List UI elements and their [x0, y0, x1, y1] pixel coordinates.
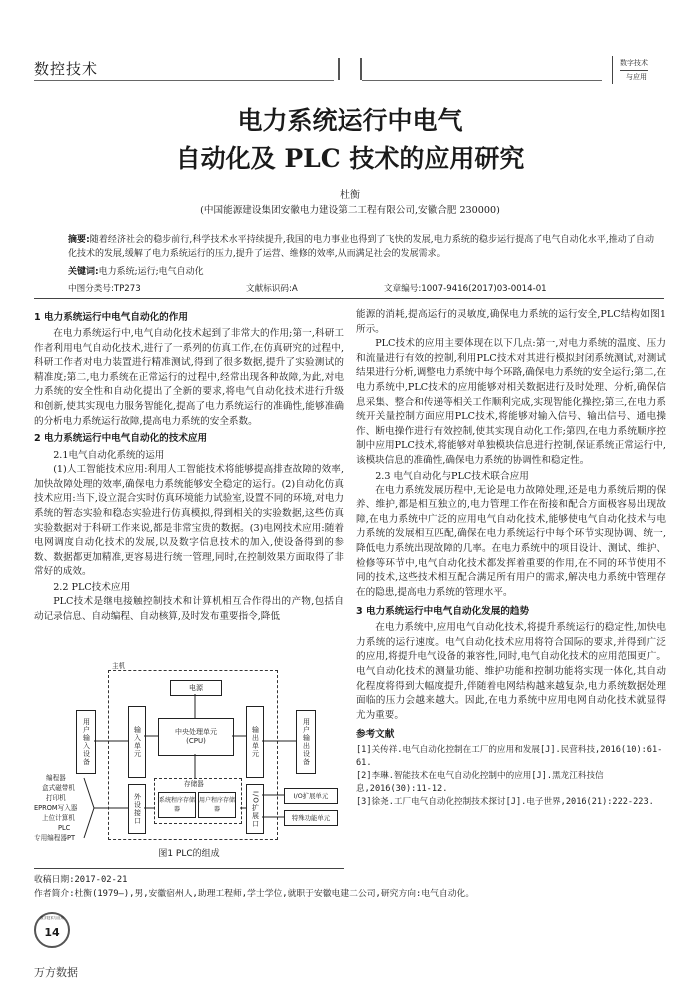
right-column [356, 308, 666, 809]
seal-text: 数字技术与应用 [40, 916, 64, 920]
keywords-text: 电力系统;运行;电气自动化 [98, 267, 204, 277]
periph-2: 打印机 [46, 794, 66, 802]
io-ext-box: I/O扩展口 [246, 784, 264, 834]
ext-interface-box: 外设接口 [128, 784, 146, 834]
periph-6: 专用编程器PT [34, 834, 75, 842]
plc-application-para: PLC技术的应用主要体现在以下几点:第一,对电力系统的温度、压力和流量进行有效的控制,利用PLC技术对其进行模拟封闭系统测试,对测试结果进行分析,调整电力系统中每个环路,确保电力系统的安全运行;第二,在电力系统中,PLC技术的应用能够对相关数据进行及时处理、分析,确保信息采集、整合和传递等相关工作顺利完成,实现智能化操控;第三,在电力系统开关量控制方面应用PLC技术,将能够对输入信号、输出信号、通电操作、断电操作进行有效控制,使其实现自动化工作;第四,在电力系统顺序控制中应用PLC技术,将能够对单独模块信息进行控制,保证系统正常运行中,该模块信息的准确性,确保电力系统的协调性和稳定性。 [356, 338, 666, 466]
section-2-title: 2 电力系统运行中电气自动化的技术应用 [34, 433, 208, 445]
title-line-2: 自动化及 PLC 技术的应用研究 [175, 144, 525, 173]
page-number: 14 [44, 926, 60, 939]
left-column [34, 308, 344, 624]
io-ext-module-box: I/O扩展单元 [284, 788, 338, 804]
meta-rule [34, 298, 664, 299]
badge-corner [612, 56, 617, 84]
special-module-box: 特殊功能单元 [284, 810, 338, 826]
right-continuation-para: 能源的消耗,提高运行的灵敏度,确保电力系统的运行安全,PLC结构如图1所示。 [356, 309, 666, 335]
periph-5: PLC [58, 824, 71, 832]
sys-program-box: 系统程序存储器 [158, 792, 196, 818]
section-2-1-title: 2.1电气自动化系统的运用 [53, 450, 165, 462]
figure-connectors [34, 660, 344, 860]
doc-code: 文献标识码:A [246, 284, 298, 294]
section-2-1-para: (1)人工智能技术应用:利用人工智能技术将能够提高排查故障的效率,加快故障处理的效率,确保电力系统能够安全稳定的运行。(2)自动化仿真技术应用:当下,设立混合实时仿真环境能力试验室,设置不同的环境,对电力系统的暂态实验和稳态实验进行仿真模拟,得到相关的实验数据,这些仿真实验数据对于科研工作来说,都是非常宝贵的数据。(3)电网技术应用:随着电网调度自动化技术的发展,以及数字信息技术的加入,使设备得到的参数、数据都更加精准,更容易进行统一管理,同时,在控制效果方面取得了非常好的成效。 [34, 464, 344, 578]
user-input-box: 用户输入设备 [76, 710, 96, 774]
received-date: 收稿日期:2017-02-21 [34, 875, 128, 885]
article-title [0, 102, 700, 178]
header-badge [612, 56, 664, 84]
badge-line2: 与应用 [626, 73, 647, 81]
badge-line1: 数字技术 [620, 58, 648, 71]
mainframe-label: 主机 [112, 662, 126, 670]
title-line-1: 电力系统运行中电气 [237, 106, 463, 135]
header-section: 数控技术 [34, 60, 99, 78]
periph-4: 上位计算机 [42, 814, 75, 822]
periph-0: 编程器 [46, 774, 66, 782]
section-1-title: 1 电力系统运行中电气自动化的作用 [34, 312, 188, 323]
keywords [68, 264, 204, 277]
plc-figure [34, 660, 344, 860]
abstract-label: 摘要: [68, 235, 90, 245]
affiliation: (中国能源建设集团安徽电力建设第二工程有限公司,安徽合肥 230000) [200, 205, 500, 216]
input-unit-box: 输入单元 [128, 706, 146, 778]
section-2-3-title: 2.3 电气自动化与PLC技术联合应用 [375, 470, 529, 482]
power-box: 电源 [170, 680, 222, 696]
author-bio: 作者简介:杜衡(1979—),男,安徽宿州人,助理工程师,学士学位,就职于安徽电建二公司,研究方向:电气自动化。 [34, 889, 475, 899]
user-program-box: 用户程序存储器 [198, 792, 236, 818]
memory-label: 存储器 [184, 780, 204, 788]
header-rule-right [362, 80, 602, 81]
periph-3: EPROM写入器 [34, 804, 78, 812]
user-output-box: 用户输出设备 [296, 710, 316, 774]
periph-1: 盒式磁带机 [42, 784, 75, 792]
reference-3: [3]徐尧.工厂电气自动化控制技术探讨[J].电子世界,2016(21):222-223. [356, 797, 654, 808]
section-2-3-para: 在电力系统发展历程中,无论是电力故障处理,还是电力系统后期的保养、维护,都是相互独立的,电力管理工作在衔接和配合方面极容易出现故障,在电力系统中广泛的应用电气自动化技术,能够使电气自动化技术与电力系统的发展相互匹配,确保在电力系统运行中每个环节实现协调、统一,降低电力系统出现故障的几率。在电力系统中的项目设计、测试、维护、检修等环节中,电气自动化技术都发挥着重要的作用,在不同的环节使用不同的技术,这些技术相互配合满足所有用户的需求,解决电力系统中管理存在的隐患,提高电力系统的管理水平。 [356, 484, 666, 598]
references-title: 参考文献 [356, 729, 395, 741]
figure-caption: 图1 PLC的组成 [158, 849, 220, 859]
cpu-line-1: 中央处理单元 [175, 728, 217, 736]
cpu-line-2: (CPU) [186, 737, 206, 745]
section-3-title: 3 电力系统运行中电气自动化发展的趋势 [356, 606, 530, 618]
footer-rule [34, 868, 344, 869]
header-rule [34, 80, 334, 81]
article-number: 文章编号:1007-9416(2017)03-0014-01 [384, 284, 547, 294]
section-2-2-title: 2.2 PLC技术应用 [53, 581, 131, 593]
section-2-2-para: PLC技术是继电接触控制技术和计算机相互合作得出的产物,包括自动记录信息、自动编程、自动核算,及时发布重要指令,降低 [34, 595, 344, 622]
output-unit-box: 输出单元 [246, 706, 264, 778]
section-3-para: 在电力系统中,应用电气自动化技术,将提升系统运行的稳定性,加快电力系统的运行速度。电气自动化技术应用将符合国际的要求,并得到广泛的应用,将提升电气设备的兼容性,同时,电气自动化技术的应用范围更广。电气自动化技术的测量功能、维护功能和控制功能将实现一体化,其自动化程度将得到大幅度提升,伴随着电网结构越来越复杂,电力系统数据处理面临的压力会越来越大。因此,在电力系统中应用电网自动化技术就显得尤为重要。 [356, 622, 666, 721]
author-name: 杜衡 [340, 190, 360, 201]
reference-2: [2]李琳.智能技术在电气自动化控制中的应用[J].黑龙江科技信息,2016(30):11-12. [356, 771, 604, 795]
section-1-para: 在电力系统运行中,电气自动化技术起到了非常大的作用;第一,科研工作者利用电气自动化技术,进行了一系列的仿真工作,在仿真研究的过程中,科研工作者对电力装置进行精准测试,得到了很多数据,提升了实验测试的精准度;第二,电力系统在正常运行的过程中,经常出现各种故障,为此,对电力系统的安全性和自动化提出了全新的要求,将电气自动化技术进行升级和创新,使其实现电力服务智能化,提高了电力系统运行的准确性,能够准确的分析电力系统运行故障,提高电力系统的安全系数。 [34, 328, 344, 427]
keywords-label: 关键词: [68, 267, 99, 277]
abstract-text: 随着经济社会的稳步前行,科学技术水平持续提升,我国的电力事业也得到了飞快的发展,电力系统的稳步运行提高了电气自动化水平,推动了自动化技术的发展,缓解了电力系统运行的压力,提升了运营、维修的效率,从而满足社会的发展需求。 [68, 235, 654, 259]
watermark: 万方数据 [34, 966, 78, 979]
reference-1: [1]关传祥.电气自动化控制在工厂的应用和发展[J].民营科技,2016(10):61-61. [356, 745, 663, 769]
abstract [68, 234, 654, 261]
page-seal [34, 912, 70, 948]
clc-number: 中图分类号:TP273 [68, 284, 141, 294]
header-bars [338, 58, 362, 80]
